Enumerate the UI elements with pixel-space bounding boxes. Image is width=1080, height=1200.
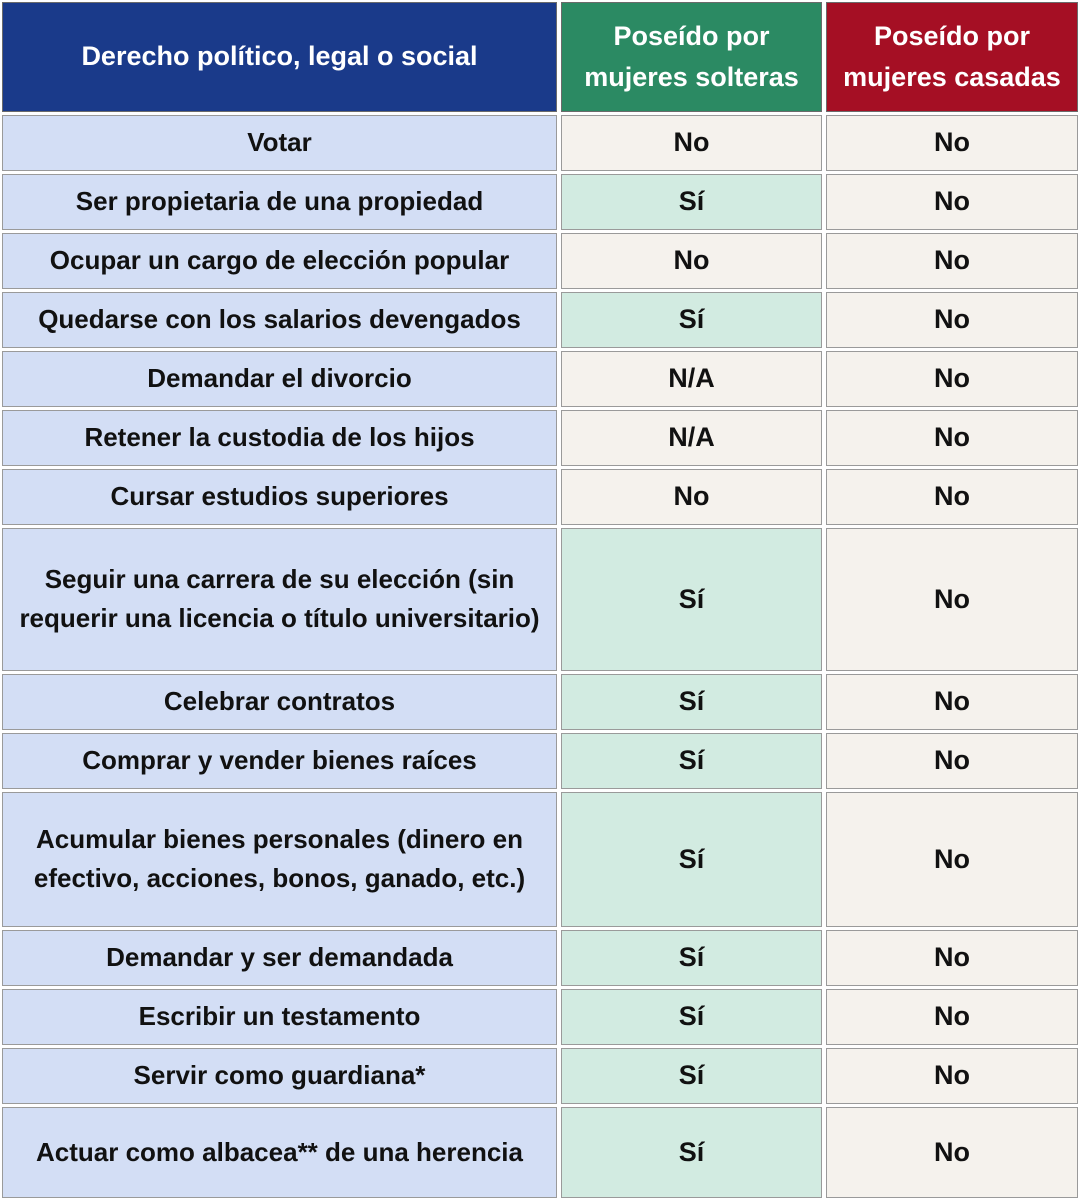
row-6-right: Retener la custodia de los hijos <box>2 410 557 466</box>
row-5-married: No <box>826 351 1078 407</box>
row-10-married: No <box>826 733 1078 789</box>
row-3-married: No <box>826 233 1078 289</box>
row-2-married: No <box>826 174 1078 230</box>
header-right: Derecho político, legal o social <box>2 2 557 112</box>
row-7-single: No <box>561 469 822 525</box>
row-12-married: No <box>826 930 1078 986</box>
row-4-right: Quedarse con los salarios devengados <box>2 292 557 348</box>
row-3-single: No <box>561 233 822 289</box>
row-5-single: N/A <box>561 351 822 407</box>
header-single-women: Poseído por mujeres solteras <box>561 2 822 112</box>
row-1-single: No <box>561 115 822 171</box>
row-13-single: Sí <box>561 989 822 1045</box>
row-15-single: Sí <box>561 1107 822 1198</box>
header-married-women: Poseído por mujeres casadas <box>826 2 1078 112</box>
row-14-married: No <box>826 1048 1078 1104</box>
row-2-single: Sí <box>561 174 822 230</box>
row-11-single: Sí <box>561 792 822 927</box>
row-13-married: No <box>826 989 1078 1045</box>
row-5-right: Demandar el divorcio <box>2 351 557 407</box>
row-9-married: No <box>826 674 1078 730</box>
row-4-married: No <box>826 292 1078 348</box>
row-15-right: Actuar como albacea** de una herencia <box>2 1107 557 1198</box>
row-6-married: No <box>826 410 1078 466</box>
row-9-right: Celebrar contratos <box>2 674 557 730</box>
row-11-right: Acumular bienes personales (dinero en efectivo, acciones, bonos, ganado, etc.) <box>2 792 557 927</box>
row-14-single: Sí <box>561 1048 822 1104</box>
row-14-right: Servir como guardiana* <box>2 1048 557 1104</box>
row-3-right: Ocupar un cargo de elección popular <box>2 233 557 289</box>
row-9-single: Sí <box>561 674 822 730</box>
row-2-right: Ser propietaria de una propiedad <box>2 174 557 230</box>
row-11-married: No <box>826 792 1078 927</box>
row-7-married: No <box>826 469 1078 525</box>
row-12-single: Sí <box>561 930 822 986</box>
row-7-right: Cursar estudios superiores <box>2 469 557 525</box>
row-8-single: Sí <box>561 528 822 671</box>
row-8-married: No <box>826 528 1078 671</box>
row-13-right: Escribir un testamento <box>2 989 557 1045</box>
row-10-single: Sí <box>561 733 822 789</box>
row-10-right: Comprar y vender bienes raíces <box>2 733 557 789</box>
row-12-right: Demandar y ser demandada <box>2 930 557 986</box>
row-6-single: N/A <box>561 410 822 466</box>
row-1-right: Votar <box>2 115 557 171</box>
row-15-married: No <box>826 1107 1078 1198</box>
row-4-single: Sí <box>561 292 822 348</box>
row-1-married: No <box>826 115 1078 171</box>
row-8-right: Seguir una carrera de su elección (sin requerir una licencia o título universitario) <box>2 528 557 671</box>
